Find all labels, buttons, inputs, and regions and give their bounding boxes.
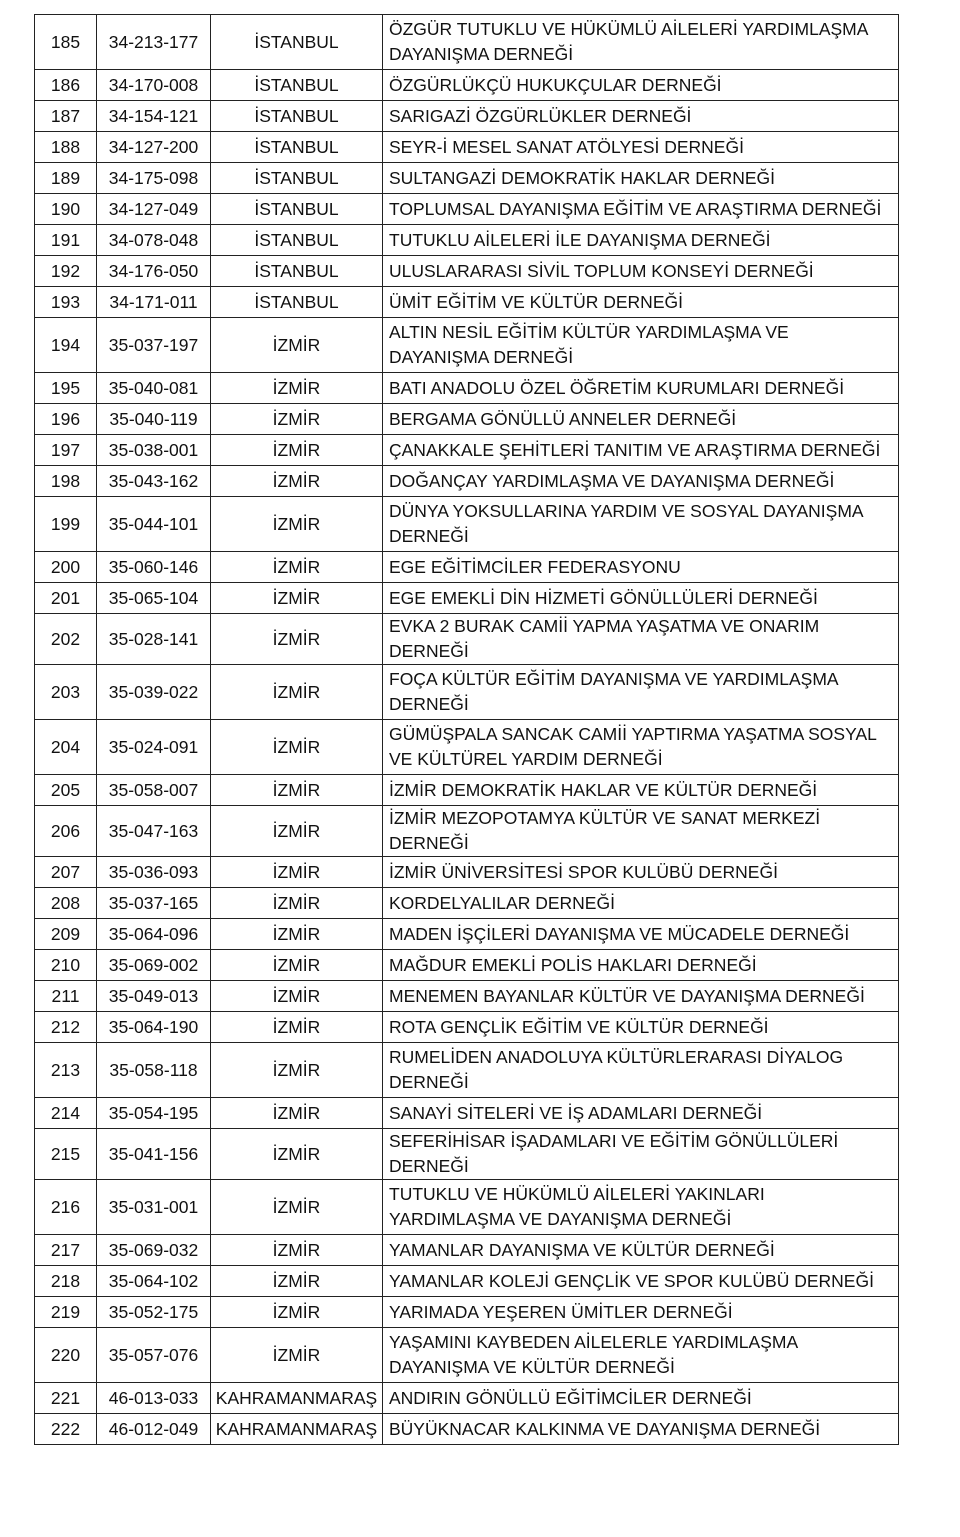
city-name: İSTANBUL <box>211 194 383 225</box>
association-name: ANDIRIN GÖNÜLLÜ EĞİTİMCİLER DERNEĞİ <box>383 1383 899 1414</box>
city-name: İZMİR <box>211 665 383 720</box>
registry-code: 35-040-081 <box>97 373 211 404</box>
associations-table <box>34 14 899 1445</box>
association-name: SEFERİHİSAR İŞADAMLARI VE EĞİTİM GÖNÜLLÜLERİ DERNEĞİ <box>383 1129 899 1180</box>
row-number: 196 <box>35 404 97 435</box>
association-name: EVKA 2 BURAK CAMİİ YAPMA YAŞATMA VE ONARIM DERNEĞİ <box>383 614 899 665</box>
row-number: 219 <box>35 1297 97 1328</box>
association-name: ROTA GENÇLİK EĞİTİM VE KÜLTÜR DERNEĞİ <box>383 1012 899 1043</box>
association-name: ÇANAKKALE ŞEHİTLERİ TANITIM VE ARAŞTIRMA DERNEĞİ <box>383 435 899 466</box>
registry-code: 35-064-190 <box>97 1012 211 1043</box>
association-name: BERGAMA GÖNÜLLÜ ANNELER DERNEĞİ <box>383 404 899 435</box>
city-name: İSTANBUL <box>211 256 383 287</box>
table-body <box>35 15 899 1445</box>
association-name: YAŞAMINI KAYBEDEN AİLELERLE YARDIMLAŞMA DAYANIŞMA VE KÜLTÜR DERNEĞİ <box>383 1328 899 1383</box>
association-name: SULTANGAZİ DEMOKRATİK HAKLAR DERNEĞİ <box>383 163 899 194</box>
registry-code: 35-047-163 <box>97 806 211 857</box>
city-name: İZMİR <box>211 1266 383 1297</box>
association-name: ULUSLARARASI SİVİL TOPLUM KONSEYİ DERNEĞİ <box>383 256 899 287</box>
table-row <box>35 583 899 614</box>
registry-code: 35-041-156 <box>97 1129 211 1180</box>
row-number: 187 <box>35 101 97 132</box>
city-name: İZMİR <box>211 1098 383 1129</box>
row-number: 202 <box>35 614 97 665</box>
registry-code: 35-064-096 <box>97 919 211 950</box>
table-row <box>35 720 899 775</box>
association-name: TUTUKLU VE HÜKÜMLÜ AİLELERİ YAKINLARI YARDIMLAŞMA VE DAYANIŞMA DERNEĞİ <box>383 1180 899 1235</box>
row-number: 214 <box>35 1098 97 1129</box>
table-row <box>35 256 899 287</box>
registry-code: 35-064-102 <box>97 1266 211 1297</box>
association-name: ÜMİT EĞİTİM VE KÜLTÜR DERNEĞİ <box>383 287 899 318</box>
registry-code: 34-127-049 <box>97 194 211 225</box>
row-number: 208 <box>35 888 97 919</box>
city-name: İZMİR <box>211 888 383 919</box>
table-row <box>35 101 899 132</box>
registry-code: 34-213-177 <box>97 15 211 70</box>
table-row <box>35 373 899 404</box>
table-row <box>35 287 899 318</box>
city-name: İZMİR <box>211 1180 383 1235</box>
registry-code: 35-069-002 <box>97 950 211 981</box>
table-row <box>35 888 899 919</box>
association-name: EGE EMEKLİ DİN HİZMETİ GÖNÜLLÜLERİ DERNEĞİ <box>383 583 899 614</box>
city-name: İZMİR <box>211 497 383 552</box>
association-name: MAĞDUR EMEKLİ POLİS HAKLARI DERNEĞİ <box>383 950 899 981</box>
city-name: İZMİR <box>211 806 383 857</box>
city-name: İZMİR <box>211 466 383 497</box>
association-name: DOĞANÇAY YARDIMLAŞMA VE DAYANIŞMA DERNEĞİ <box>383 466 899 497</box>
association-name: KORDELYALILAR DERNEĞİ <box>383 888 899 919</box>
city-name: İZMİR <box>211 1012 383 1043</box>
row-number: 220 <box>35 1328 97 1383</box>
row-number: 201 <box>35 583 97 614</box>
table-row <box>35 194 899 225</box>
row-number: 216 <box>35 1180 97 1235</box>
table-row <box>35 466 899 497</box>
registry-code: 35-044-101 <box>97 497 211 552</box>
city-name: İZMİR <box>211 552 383 583</box>
registry-code: 35-028-141 <box>97 614 211 665</box>
association-name: SARIGAZİ ÖZGÜRLÜKLER DERNEĞİ <box>383 101 899 132</box>
row-number: 222 <box>35 1414 97 1445</box>
city-name: İZMİR <box>211 1043 383 1098</box>
city-name: İSTANBUL <box>211 225 383 256</box>
table-row <box>35 404 899 435</box>
association-name: İZMİR MEZOPOTAMYA KÜLTÜR VE SANAT MERKEZİ DERNEĞİ <box>383 806 899 857</box>
city-name: İZMİR <box>211 720 383 775</box>
table-row <box>35 1414 899 1445</box>
association-name: SANAYİ SİTELERİ VE İŞ ADAMLARI DERNEĞİ <box>383 1098 899 1129</box>
association-name: DÜNYA YOKSULLARINA YARDIM VE SOSYAL DAYANIŞMA DERNEĞİ <box>383 497 899 552</box>
registry-code: 35-057-076 <box>97 1328 211 1383</box>
row-number: 204 <box>35 720 97 775</box>
city-name: İSTANBUL <box>211 132 383 163</box>
row-number: 186 <box>35 70 97 101</box>
association-name: İZMİR ÜNİVERSİTESİ SPOR KULÜBÜ DERNEĞİ <box>383 857 899 888</box>
city-name: İZMİR <box>211 775 383 806</box>
association-name: ÖZGÜR TUTUKLU VE HÜKÜMLÜ AİLELERİ YARDIMLAŞMA DAYANIŞMA DERNEĞİ <box>383 15 899 70</box>
table-row <box>35 665 899 720</box>
registry-code: 34-154-121 <box>97 101 211 132</box>
table-row <box>35 981 899 1012</box>
association-name: SEYR-İ MESEL SANAT ATÖLYESİ DERNEĞİ <box>383 132 899 163</box>
city-name: İZMİR <box>211 1129 383 1180</box>
row-number: 193 <box>35 287 97 318</box>
registry-code: 35-039-022 <box>97 665 211 720</box>
city-name: İZMİR <box>211 318 383 373</box>
city-name: İSTANBUL <box>211 70 383 101</box>
city-name: İZMİR <box>211 1297 383 1328</box>
association-name: RUMELİDEN ANADOLUYA KÜLTÜRLERARASI DİYALOG DERNEĞİ <box>383 1043 899 1098</box>
city-name: KAHRAMANMARAŞ <box>211 1414 383 1445</box>
row-number: 209 <box>35 919 97 950</box>
table-row <box>35 1297 899 1328</box>
registry-code: 35-060-146 <box>97 552 211 583</box>
row-number: 194 <box>35 318 97 373</box>
association-name: MENEMEN BAYANLAR KÜLTÜR VE DAYANIŞMA DERNEĞİ <box>383 981 899 1012</box>
table-row <box>35 497 899 552</box>
table-row <box>35 950 899 981</box>
row-number: 192 <box>35 256 97 287</box>
row-number: 205 <box>35 775 97 806</box>
registry-code: 35-058-007 <box>97 775 211 806</box>
table-row <box>35 132 899 163</box>
table-row <box>35 919 899 950</box>
registry-code: 34-170-008 <box>97 70 211 101</box>
table-row <box>35 15 899 70</box>
row-number: 199 <box>35 497 97 552</box>
row-number: 189 <box>35 163 97 194</box>
row-number: 212 <box>35 1012 97 1043</box>
table-row <box>35 552 899 583</box>
table-row <box>35 1235 899 1266</box>
registry-code: 35-065-104 <box>97 583 211 614</box>
row-number: 188 <box>35 132 97 163</box>
row-number: 218 <box>35 1266 97 1297</box>
registry-code: 35-058-118 <box>97 1043 211 1098</box>
city-name: İSTANBUL <box>211 163 383 194</box>
registry-code: 34-176-050 <box>97 256 211 287</box>
city-name: KAHRAMANMARAŞ <box>211 1383 383 1414</box>
row-number: 198 <box>35 466 97 497</box>
registry-code: 34-171-011 <box>97 287 211 318</box>
city-name: İZMİR <box>211 857 383 888</box>
association-name: BATI ANADOLU ÖZEL ÖĞRETİM KURUMLARI DERNEĞİ <box>383 373 899 404</box>
table-row <box>35 1098 899 1129</box>
table-row <box>35 435 899 466</box>
row-number: 195 <box>35 373 97 404</box>
city-name: İSTANBUL <box>211 287 383 318</box>
registry-code: 35-036-093 <box>97 857 211 888</box>
association-name: TOPLUMSAL DAYANIŞMA EĞİTİM VE ARAŞTIRMA DERNEĞİ <box>383 194 899 225</box>
table-row <box>35 806 899 857</box>
table-row <box>35 163 899 194</box>
row-number: 206 <box>35 806 97 857</box>
registry-code: 35-069-032 <box>97 1235 211 1266</box>
association-name: YARIMADA YEŞEREN ÜMİTLER DERNEĞİ <box>383 1297 899 1328</box>
table-row <box>35 1328 899 1383</box>
table-row <box>35 1266 899 1297</box>
association-name: BÜYÜKNACAR KALKINMA VE DAYANIŞMA DERNEĞİ <box>383 1414 899 1445</box>
city-name: İZMİR <box>211 1235 383 1266</box>
association-name: ALTIN NESİL EĞİTİM KÜLTÜR YARDIMLAŞMA VE DAYANIŞMA DERNEĞİ <box>383 318 899 373</box>
registry-code: 35-040-119 <box>97 404 211 435</box>
registry-code: 46-012-049 <box>97 1414 211 1445</box>
table-row <box>35 775 899 806</box>
city-name: İZMİR <box>211 404 383 435</box>
row-number: 190 <box>35 194 97 225</box>
city-name: İZMİR <box>211 583 383 614</box>
row-number: 221 <box>35 1383 97 1414</box>
association-name: YAMANLAR KOLEJİ GENÇLİK VE SPOR KULÜBÜ DERNEĞİ <box>383 1266 899 1297</box>
city-name: İZMİR <box>211 950 383 981</box>
registry-code: 46-013-033 <box>97 1383 211 1414</box>
association-name: TUTUKLU AİLELERİ İLE DAYANIŞMA DERNEĞİ <box>383 225 899 256</box>
table-row <box>35 1129 899 1180</box>
city-name: İZMİR <box>211 614 383 665</box>
table-row <box>35 857 899 888</box>
row-number: 185 <box>35 15 97 70</box>
registry-code: 35-037-165 <box>97 888 211 919</box>
document-page <box>34 14 898 1445</box>
row-number: 211 <box>35 981 97 1012</box>
row-number: 213 <box>35 1043 97 1098</box>
registry-code: 35-037-197 <box>97 318 211 373</box>
city-name: İZMİR <box>211 435 383 466</box>
registry-code: 35-038-001 <box>97 435 211 466</box>
association-name: ÖZGÜRLÜKÇÜ HUKUKÇULAR DERNEĞİ <box>383 70 899 101</box>
city-name: İZMİR <box>211 981 383 1012</box>
row-number: 210 <box>35 950 97 981</box>
row-number: 197 <box>35 435 97 466</box>
registry-code: 35-024-091 <box>97 720 211 775</box>
table-row <box>35 70 899 101</box>
registry-code: 35-054-195 <box>97 1098 211 1129</box>
table-row <box>35 1043 899 1098</box>
table-row <box>35 1012 899 1043</box>
row-number: 215 <box>35 1129 97 1180</box>
table-row <box>35 1383 899 1414</box>
row-number: 203 <box>35 665 97 720</box>
table-row <box>35 225 899 256</box>
association-name: İZMİR DEMOKRATİK HAKLAR VE KÜLTÜR DERNEĞİ <box>383 775 899 806</box>
registry-code: 35-031-001 <box>97 1180 211 1235</box>
association-name: MADEN İŞÇİLERİ DAYANIŞMA VE MÜCADELE DERNEĞİ <box>383 919 899 950</box>
association-name: YAMANLAR DAYANIŞMA VE KÜLTÜR DERNEĞİ <box>383 1235 899 1266</box>
registry-code: 35-052-175 <box>97 1297 211 1328</box>
row-number: 217 <box>35 1235 97 1266</box>
association-name: FOÇA KÜLTÜR EĞİTİM DAYANIŞMA VE YARDIMLAŞMA DERNEĞİ <box>383 665 899 720</box>
association-name: GÜMÜŞPALA SANCAK CAMİİ YAPTIRMA YAŞATMA SOSYAL VE KÜLTÜREL YARDIM DERNEĞİ <box>383 720 899 775</box>
city-name: İZMİR <box>211 373 383 404</box>
registry-code: 34-078-048 <box>97 225 211 256</box>
association-name: EGE EĞİTİMCİLER FEDERASYONU <box>383 552 899 583</box>
city-name: İZMİR <box>211 919 383 950</box>
table-row <box>35 318 899 373</box>
registry-code: 35-049-013 <box>97 981 211 1012</box>
table-row <box>35 1180 899 1235</box>
city-name: İSTANBUL <box>211 101 383 132</box>
row-number: 207 <box>35 857 97 888</box>
registry-code: 34-175-098 <box>97 163 211 194</box>
table-row <box>35 614 899 665</box>
city-name: İSTANBUL <box>211 15 383 70</box>
row-number: 191 <box>35 225 97 256</box>
registry-code: 35-043-162 <box>97 466 211 497</box>
registry-code: 34-127-200 <box>97 132 211 163</box>
row-number: 200 <box>35 552 97 583</box>
city-name: İZMİR <box>211 1328 383 1383</box>
